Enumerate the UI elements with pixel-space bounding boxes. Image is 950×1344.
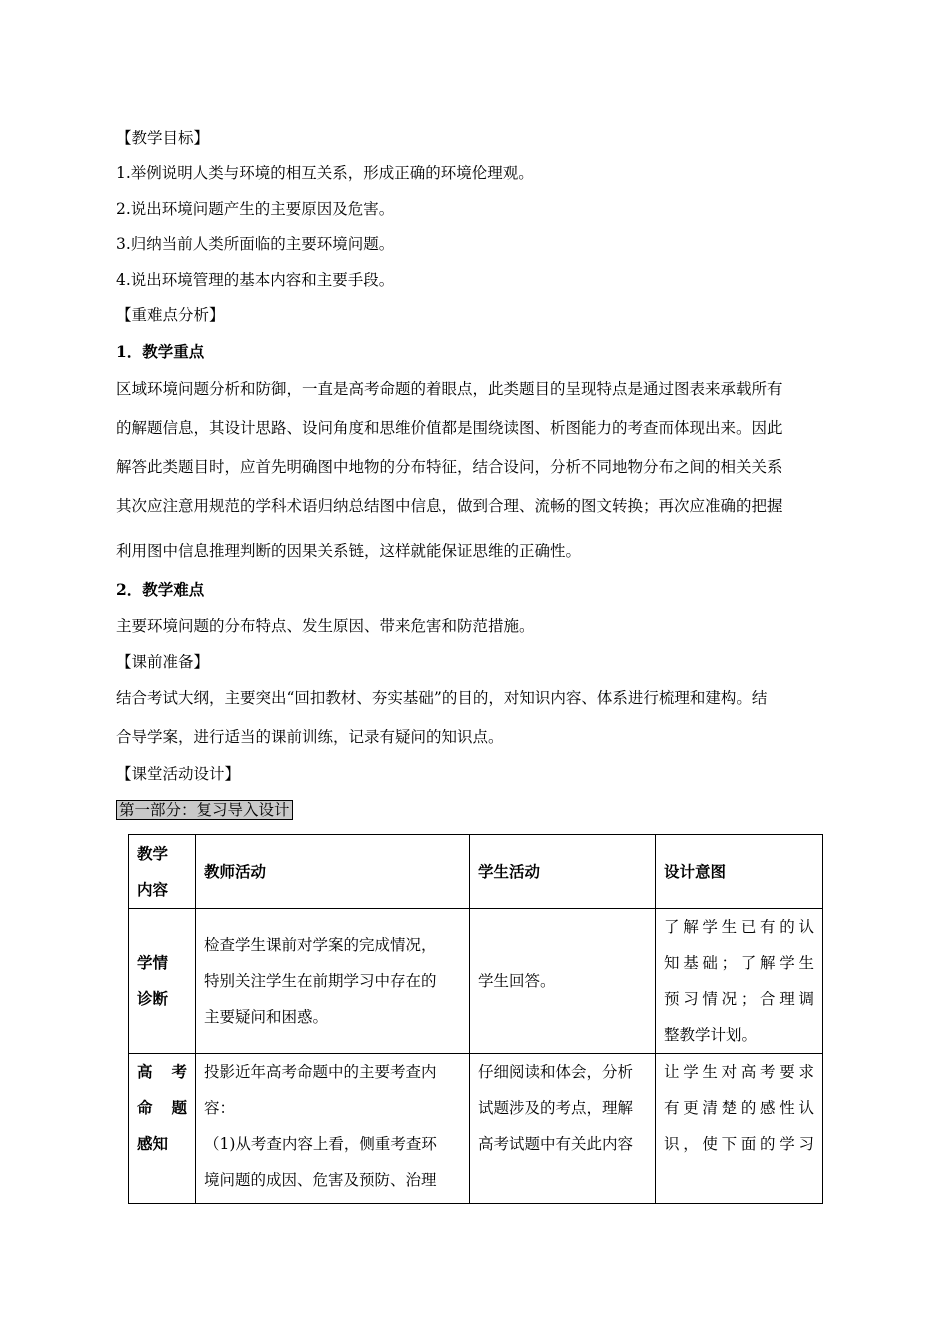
row2-design-intent: [656, 1054, 823, 1204]
header-content-line-1: 教学: [137, 843, 169, 863]
goal-item-2: 2.说出环境问题产生的主要原因及危害。: [116, 200, 395, 218]
row2-student-line-1: 仔细阅读和体会，分析: [478, 1063, 634, 1081]
row1-intent-line-4: 整教学计划。: [664, 1026, 758, 1044]
row1-content-line-1: 学情: [137, 953, 169, 972]
header-content-line-2: 内容: [137, 879, 169, 899]
goal-item-4: 4.说出环境管理的基本内容和主要手段。: [116, 271, 395, 289]
row2-content-line-3: 感知: [137, 1134, 169, 1153]
lesson-design-table: [128, 834, 823, 1204]
row2-student-activity: [470, 1054, 656, 1204]
goal-item-3: 3.归纳当前人类所面临的主要环境问题。: [116, 235, 395, 253]
table-row: [129, 909, 823, 1054]
row1-intent-line-1: 了解学生已有的认: [664, 918, 814, 936]
key-point-line-4: 其次应注意用规范的学科术语归纳总结图中信息，做到合理、流畅的图文转换；再次应准确的把握: [116, 497, 783, 515]
row2-intent-line-1: 让学生对高考要求: [664, 1063, 814, 1081]
row1-intent-line-3: 预习情况；合理调: [664, 990, 814, 1008]
header-teacher-activity: 教师活动: [196, 835, 470, 909]
table-header-row: [129, 835, 823, 909]
key-point-line-1: 区域环境问题分析和防御，一直是高考命题的着眼点，此类题目的呈现特点是通过图表来承载所有: [116, 380, 783, 398]
row1-teacher-activity: [196, 909, 470, 1054]
row2-content: [129, 1054, 196, 1204]
preparation-line-1: 结合考试大纲，主要突出“回扣教材、夯实基础”的目的，对知识内容、体系进行梳理和建构。结: [116, 689, 768, 707]
heading-class-activity: 【课堂活动设计】: [116, 765, 241, 783]
row2-teacher-line-1: 投影近年高考命题中的主要考查内: [204, 1063, 437, 1081]
key-point-line-2: 的解题信息，其设计思路、设问角度和思维价值都是围绕读图、析图能力的考查而体现出来。因此: [116, 419, 783, 437]
row2-content-line-2: 命 题: [137, 1098, 187, 1117]
preparation-line-2: 合导学案，进行适当的课前训练，记录有疑问的知识点。: [116, 728, 504, 746]
row2-content-line-1: 高 考: [137, 1062, 187, 1081]
header-student-activity: 学生活动: [470, 835, 656, 909]
row2-teacher-line-4: 境问题的成因、危害及预防、治理: [204, 1171, 437, 1189]
row2-intent-line-3: 识，使下面的学习: [664, 1135, 814, 1153]
row1-design-intent: [656, 909, 823, 1054]
part-one-label-wrap: [116, 800, 293, 820]
row2-teacher-line-2: 容：: [204, 1099, 236, 1117]
key-point-line-3: 解答此类题目时，应首先明确图中地物的分布特征，结合设问，分析不同地物分布之间的相关关系: [116, 458, 783, 476]
part-one-label: 第一部分：复习导入设计: [116, 800, 293, 820]
heading-preparation: 【课前准备】: [116, 653, 210, 671]
header-teaching-content: [129, 835, 196, 909]
row2-student-line-2: 试题涉及的考点，理解: [478, 1099, 634, 1117]
row1-teacher-line-3: 主要疑问和困惑。: [204, 1008, 329, 1026]
row1-student-activity: 学生回答。: [470, 909, 656, 1054]
heading-key-analysis: 【重难点分析】: [116, 306, 225, 324]
row2-intent-line-2: 有更清楚的感性认: [664, 1099, 814, 1117]
key-point-line-5: 利用图中信息推理判断的因果关系链，这样就能保证思维的正确性。: [116, 542, 582, 560]
row1-content: [129, 909, 196, 1054]
key-point-title: 1．教学重点: [116, 342, 205, 361]
difficult-point-title: 2．教学难点: [116, 580, 205, 599]
goal-item-1: 1.举例说明人类与环境的相互关系，形成正确的环境伦理观。: [116, 164, 534, 182]
row1-teacher-line-2: 特别关注学生在前期学习中存在的: [204, 972, 437, 990]
row2-teacher-activity: [196, 1054, 470, 1204]
row1-content-line-2: 诊断: [137, 989, 169, 1008]
heading-teaching-goals: 【教学目标】: [116, 129, 210, 147]
difficult-point-line: 主要环境问题的分布特点、发生原因、带来危害和防范措施。: [116, 617, 535, 635]
row2-teacher-line-3: （1)从考查内容上看，侧重考查环: [204, 1135, 437, 1153]
row1-teacher-line-1: 检查学生课前对学案的完成情况，: [204, 936, 437, 954]
header-design-intent: 设计意图: [656, 835, 823, 909]
row1-intent-line-2: 知基础；了解学生: [664, 954, 814, 972]
row2-student-line-3: 高考试题中有关此内容: [478, 1135, 634, 1153]
table-row: [129, 1054, 823, 1204]
